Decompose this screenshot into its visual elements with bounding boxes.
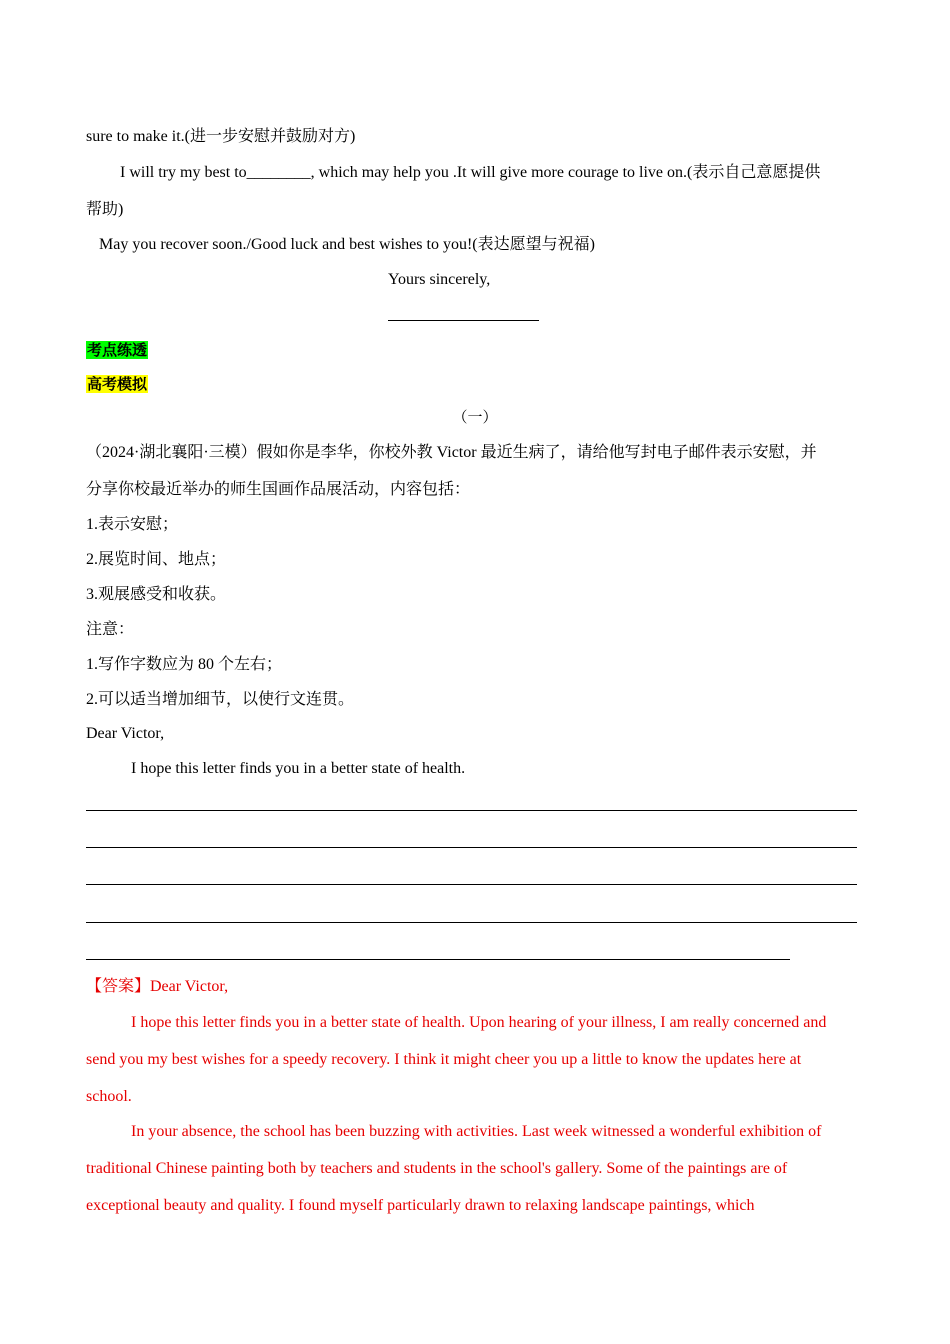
greeting: Dear Victor, xyxy=(86,725,165,742)
signature-line xyxy=(388,320,539,321)
answer-line: exceptional beauty and quality. I found myself particularly drawn to relaxing landscape paintings, which xyxy=(86,1197,755,1214)
closing: Yours sincerely, xyxy=(388,271,491,288)
task-line: （2024·湖北襄阳·三模）假如你是李华，你校外教 Victor 最近生病了，请给他写封电子邮件表示安慰，并 xyxy=(86,444,817,461)
answer-line: send you my best wishes for a speedy recovery. I think it might cheer you up a little to know the updates here at xyxy=(86,1051,802,1068)
note-item: 1.写作字数应为 80 个左右； xyxy=(86,656,283,673)
text-line: 帮助) xyxy=(86,201,124,218)
answer-label: 【答案】Dear Victor, xyxy=(86,978,229,995)
task-point: 2.展览时间、地点； xyxy=(86,551,227,568)
writing-line xyxy=(86,959,790,960)
note-item: 2.可以适当增加细节，以使行文连贯。 xyxy=(86,691,355,708)
section-label xyxy=(86,340,148,361)
opening-line: I hope this letter finds you in a better state of health. xyxy=(131,760,466,777)
writing-line xyxy=(86,884,857,885)
writing-line xyxy=(86,922,857,923)
answer-line: traditional Chinese painting both by teachers and students in the school's gallery. Some of the paintings are of xyxy=(86,1160,788,1177)
label-highlight-yellow: 高考模拟 xyxy=(87,375,148,393)
section-number: （一） xyxy=(452,410,498,426)
note-label: 注意： xyxy=(86,621,135,638)
text-line: May you recover soon./Good luck and best wishes to you!(表达愿望与祝福) xyxy=(99,236,595,253)
writing-line xyxy=(86,847,857,848)
answer-line: In your absence, the school has been buzzing with activities. Last week witnessed a wonderful exhibition of xyxy=(131,1123,822,1140)
task-point: 3.观展感受和收获。 xyxy=(86,586,227,603)
task-point: 1.表示安慰； xyxy=(86,516,179,533)
writing-line xyxy=(86,810,857,811)
text-line: I will try my best to________, which may help you .It will give more courage to live on.(表示自己意愿提供 xyxy=(120,164,821,181)
text-line: sure to make it.(进一步安慰并鼓励对方) xyxy=(86,128,356,145)
section-label xyxy=(86,374,148,395)
answer-line: school. xyxy=(86,1088,132,1105)
answer-line: I hope this letter finds you in a better state of health. Upon hearing of your illness, I am really concerned and xyxy=(131,1014,827,1031)
task-line: 分享你校最近举办的师生国画作品展活动，内容包括： xyxy=(86,481,471,498)
label-highlight-green: 考点练透 xyxy=(87,341,148,359)
